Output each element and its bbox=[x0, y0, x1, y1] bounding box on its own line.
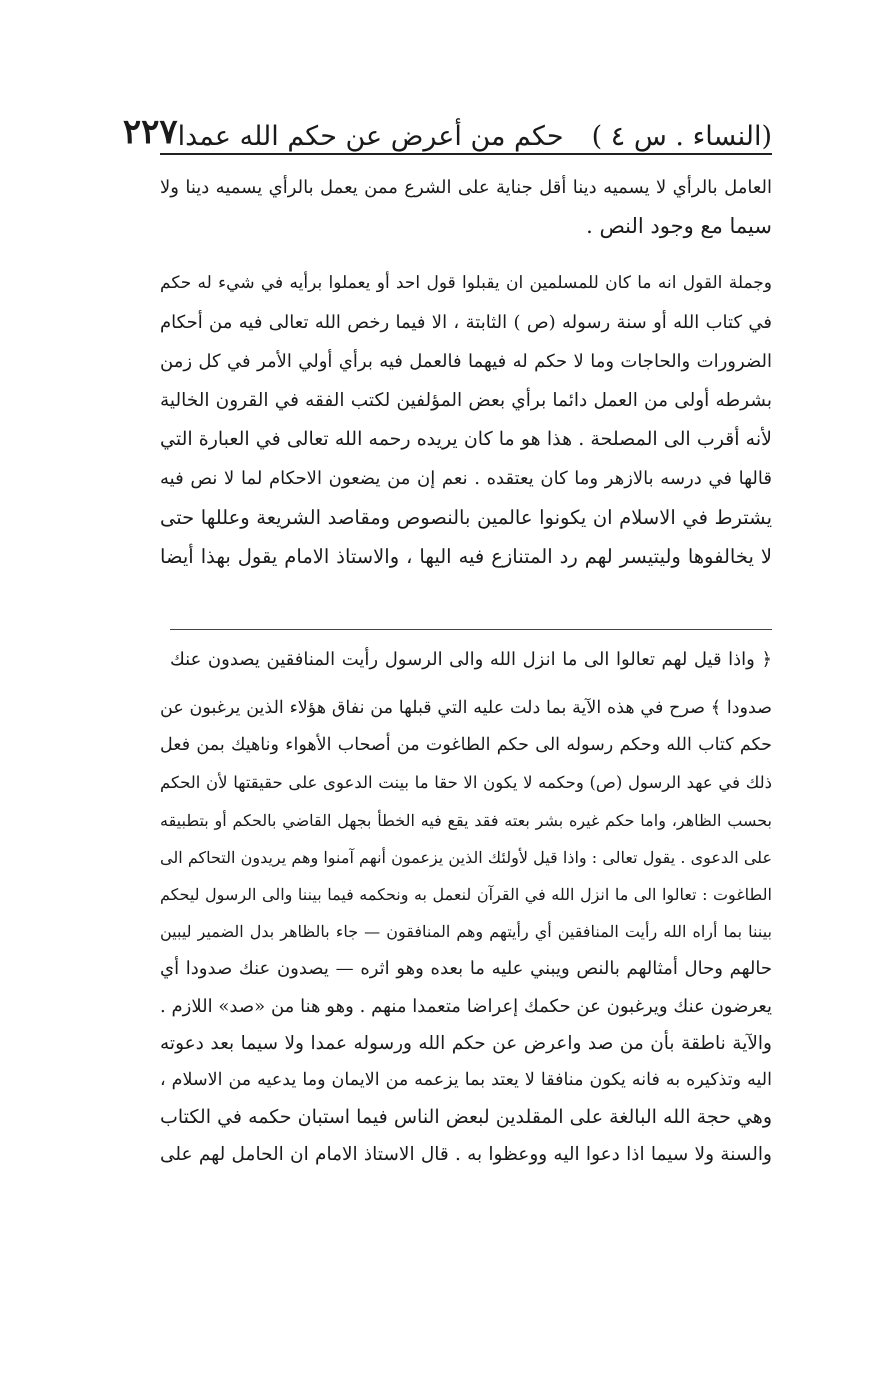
text-line: لا يخالفوها وليتيسر لهم رد المتنازع فيه اليها ، والاستاذ الامام يقول بهذا أيضا bbox=[160, 545, 772, 568]
quran-verse: ﴿ واذا قيل لهم تعالوا الى ما انزل الله والى الرسول رأيت المنافقين يصدون عنك bbox=[170, 649, 772, 670]
text-line: في كتاب الله أو سنة رسوله (ص ) الثابتة ، الا فيما رخص الله تعالى فيه من أحكام bbox=[160, 312, 772, 333]
text-line: والسنة ولا سيما اذا دعوا اليه ووعظوا به . قال الاستاذ الامام ان الحامل لهم على bbox=[160, 1144, 772, 1166]
text-line: وجملة القول انه ما كان للمسلمين ان يقبلوا قول احد أو يعملوا برأيه في شيء له حكم bbox=[160, 273, 772, 293]
text-line: اليه وتذكيره به فانه يكون منافقا لا يعتد بما يزعمه من الايمان وما يدعيه من الاسلام ، bbox=[160, 1069, 772, 1090]
text-line: العامل بالرأي لا يسميه دينا أقل جناية على الشرع ممن يعمل بالرأي يسميه دينا ولا bbox=[160, 177, 772, 198]
paragraph-3 bbox=[160, 690, 772, 1173]
text-line: يشترط في الاسلام ان يكونوا عالمين بالنصوص ومقاصد الشريعة وعللها حتى bbox=[160, 506, 772, 529]
page-topic-title: حكم من أعرض عن حكم الله عمدا bbox=[177, 121, 564, 152]
page-header bbox=[122, 108, 772, 152]
text-line: سيما مع وجود النص . bbox=[586, 214, 772, 238]
text-line: الطاغوت : تعالوا الى ما انزل الله في القرآن لنعمل به ونحكمه فيما بيننا والى الرسول ليحكم bbox=[160, 884, 772, 904]
text-line: وهي حجة الله البالغة على المقلدين لبعض الناس فيما استبان حكمه في الكتاب bbox=[160, 1106, 772, 1129]
verse-divider bbox=[170, 629, 772, 630]
text-line: قالها في درسه بالازهر وما كان يعتقده . نعم إن من يضعون الاحكام لما لا نص فيه bbox=[160, 468, 772, 489]
text-line: حكم كتاب الله وحكم رسوله الى حكم الطاغوت من أصحاب الأهواء وناهيك بمن فعل bbox=[160, 735, 772, 756]
text-line: بيننا بما أراه الله رأيت المنافقين أي رأيتهم وهم المنافقون — جاء بالظاهر بدل الضمير ليبين bbox=[160, 922, 772, 942]
header-divider bbox=[160, 153, 772, 155]
text-line: الضرورات والحاجات وما لا حكم له فيهما فالعمل فيه برأي أولي الأمر في كل زمن bbox=[160, 351, 772, 372]
text-line: صدودا ﴾ صرح في هذه الآية بما دلت عليه التي قبلها من نفاق هؤلاء الذين يرغبون عن bbox=[160, 698, 772, 718]
paragraph-1 bbox=[160, 168, 772, 246]
paragraph-2 bbox=[160, 264, 772, 576]
text-line: ذلك في عهد الرسول (ص) وحكمه لا يكون الا حقا ما بينت الدعوى على حقيقتها لأن الحكم bbox=[160, 773, 772, 793]
text-line: على الدعوى . يقول تعالى : واذا قيل لأولئك الذين يزعمون أنهم آمنوا وهم يريدون التحاكم الى bbox=[160, 847, 772, 867]
text-line: والآية ناطقة بأن من صد واعرض عن حكم الله ورسوله عمدا ولا سيما بعد دعوته bbox=[160, 1032, 772, 1054]
text-line: حالهم وحال أمثالهم بالنص ويبني عليه ما بعده وهو اثره — يصدون عنك صدودا أي bbox=[160, 958, 772, 980]
page-number: ٢٢٧ bbox=[122, 112, 178, 152]
text-line: يعرضون عنك ويرغبون عن حكمك إعراضا متعمدا منهم . وهو هنا من «صد» اللازم . bbox=[160, 995, 772, 1017]
text-line: لأنه أقرب الى المصلحة . هذا هو ما كان يريده رحمه الله تعالى في العبارة التي bbox=[160, 428, 772, 450]
text-line: بحسب الظاهر، واما حكم غيره بشر بعته فقد يقع فيه الخطأ بجهل القاضي بالحكم أو بتطبيقه bbox=[160, 810, 772, 830]
text-line: بشرطه أولى من العمل دائما برأي بعض المؤلفين لكتب الفقه في القرون الخالية bbox=[160, 390, 772, 411]
sura-reference: (النساء . س ٤ ) bbox=[591, 121, 772, 152]
